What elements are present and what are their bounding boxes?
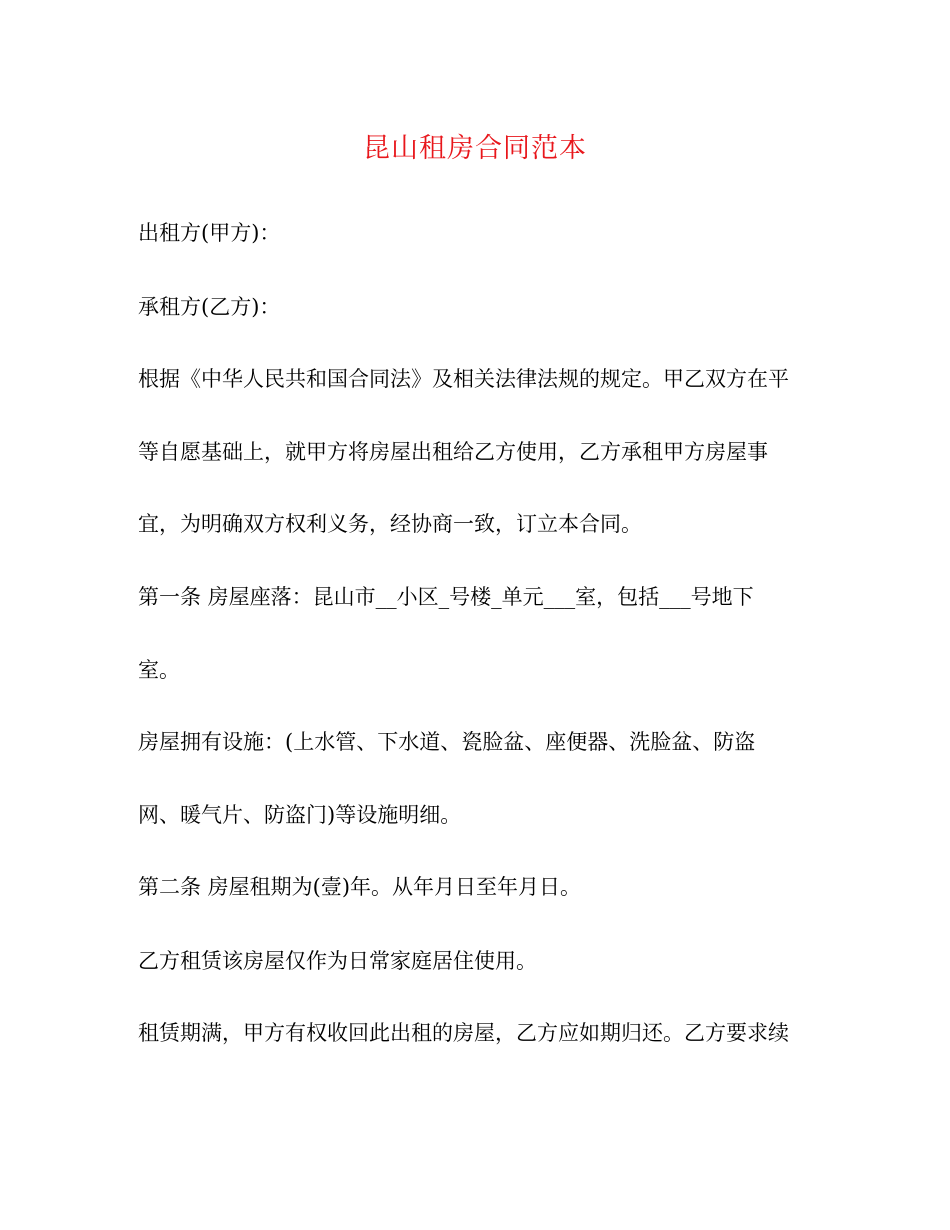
paragraph-line: 第二条 房屋租期为(壹)年。从年月日至年月日。 [138,875,582,899]
document-title: 昆山租房合同范本 [363,133,587,164]
paragraph-line: 乙方租赁该房屋仅作为日常家庭居住使用。 [138,949,537,973]
paragraph-line: 宜，为明确双方权利义务，经协商一致，订立本合同。 [138,512,642,536]
paragraph-line: 等自愿基础上，就甲方将房屋出租给乙方使用，乙方承租甲方房屋事 [138,440,768,464]
paragraph-line: 租赁期满，甲方有权收回此出租的房屋，乙方应如期归还。乙方要求续 [138,1021,789,1045]
paragraph-line: 出租方(甲方)： [138,221,281,245]
paragraph-line: 第一条 房屋座落：昆山市__小区_号楼_单元___室，包括___号地下 [138,585,754,609]
paragraph-line: 承租方(乙方)： [138,295,281,319]
paragraph-line: 房屋拥有设施：(上水管、下水道、瓷脸盆、座便器、洗脸盆、防盗 [138,730,756,754]
paragraph-line: 网、暖气片、防盗门)等设施明细。 [138,803,462,827]
paragraph-line: 根据《中华人民共和国合同法》及相关法律法规的规定。甲乙双方在平 [138,367,789,391]
paragraph-line: 室。 [138,658,180,682]
